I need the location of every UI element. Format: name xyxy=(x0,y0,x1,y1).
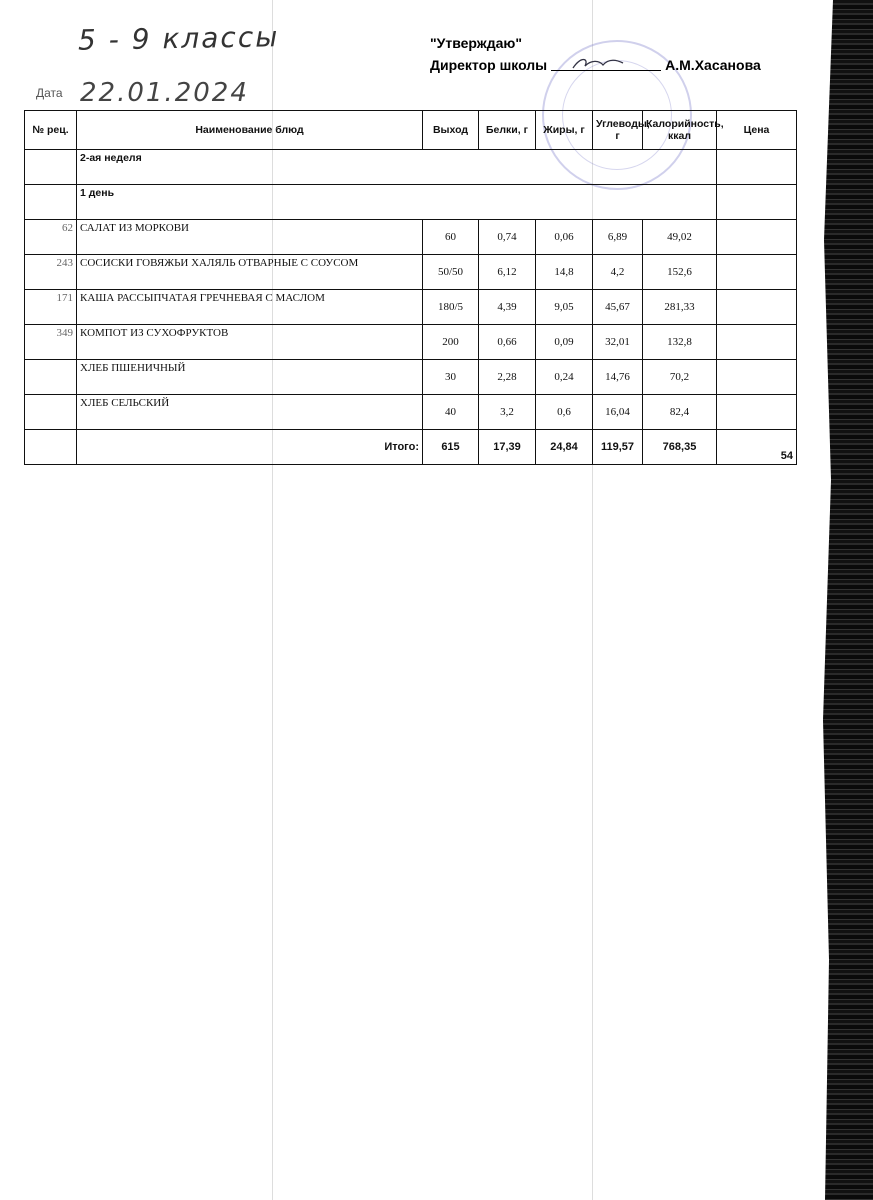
cell-fats: 14,8 xyxy=(536,255,593,290)
cell-calories: 49,02 xyxy=(643,220,717,255)
cell-proteins: 6,12 xyxy=(479,255,536,290)
cell-yield: 60 xyxy=(423,220,479,255)
table-row xyxy=(25,395,797,430)
director-line xyxy=(430,54,761,76)
cell-proteins: 0,66 xyxy=(479,325,536,360)
cell-recipe-no xyxy=(25,360,77,395)
table-row xyxy=(25,255,797,290)
header-price: Цена xyxy=(717,111,797,150)
cell-dish-name: ХЛЕБ СЕЛЬСКИЙ xyxy=(77,395,423,430)
cell-fats: 0,24 xyxy=(536,360,593,395)
menu-table xyxy=(24,110,797,465)
table-row xyxy=(25,325,797,360)
handwritten-date: 22.01.2024 xyxy=(80,78,249,108)
week-label: 2-ая неделя xyxy=(77,150,717,185)
cell-dish-name: КАША РАССЫПЧАТАЯ ГРЕЧНЕВАЯ С МАСЛОМ xyxy=(77,290,423,325)
cell-price xyxy=(717,360,797,395)
cell-carbs: 32,01 xyxy=(593,325,643,360)
cell-proteins: 2,28 xyxy=(479,360,536,395)
total-row xyxy=(25,430,797,465)
cell-calories: 82,4 xyxy=(643,395,717,430)
header-yield: Выход xyxy=(423,111,479,150)
cell-proteins: 3,2 xyxy=(479,395,536,430)
cell-recipe-no xyxy=(25,395,77,430)
director-label: Директор школы xyxy=(430,57,548,73)
cell-recipe-no: 171 xyxy=(25,290,77,325)
cell-price xyxy=(717,395,797,430)
cell-yield: 200 xyxy=(423,325,479,360)
cell-fats: 0,06 xyxy=(536,220,593,255)
cell-recipe-no: 349 xyxy=(25,325,77,360)
total-no-cell xyxy=(25,430,77,465)
header-row xyxy=(25,111,797,150)
date-label: Дата xyxy=(36,86,63,100)
header-carbs: Углеводы, г xyxy=(593,111,643,150)
cell-dish-name: САЛАТ ИЗ МОРКОВИ xyxy=(77,220,423,255)
cell-dish-name: СОСИСКИ ГОВЯЖЬИ ХАЛЯЛЬ ОТВАРНЫЕ С СОУСОМ xyxy=(77,255,423,290)
total-price: 54 xyxy=(717,430,797,465)
cell-carbs: 14,76 xyxy=(593,360,643,395)
cell-calories: 152,6 xyxy=(643,255,717,290)
cell-proteins: 4,39 xyxy=(479,290,536,325)
approval-title: "Утверждаю" xyxy=(430,35,522,51)
menu-rows xyxy=(25,220,797,430)
cell-yield: 30 xyxy=(423,360,479,395)
cell-yield: 180/5 xyxy=(423,290,479,325)
cell-carbs: 4,2 xyxy=(593,255,643,290)
header-dish-name: Наименование блюд xyxy=(77,111,423,150)
cell-dish-name: КОМПОТ ИЗ СУХОФРУКТОВ xyxy=(77,325,423,360)
total-carbs: 119,57 xyxy=(593,430,643,465)
handwritten-grades: 5 - 9 классы xyxy=(77,20,280,57)
cell-dish-name: ХЛЕБ ПШЕНИЧНЫЙ xyxy=(77,360,423,395)
week-no-cell xyxy=(25,150,77,185)
cell-price xyxy=(717,220,797,255)
signature-icon xyxy=(551,56,661,72)
total-proteins: 17,39 xyxy=(479,430,536,465)
cell-carbs: 6,89 xyxy=(593,220,643,255)
director-name: А.М.Хасанова xyxy=(665,57,761,73)
cell-fats: 0,6 xyxy=(536,395,593,430)
header-calories: Калорийность, ккал xyxy=(643,111,717,150)
cell-carbs: 16,04 xyxy=(593,395,643,430)
cell-yield: 40 xyxy=(423,395,479,430)
table-row xyxy=(25,290,797,325)
day-label: 1 день xyxy=(77,185,717,220)
header-fats: Жиры, г xyxy=(536,111,593,150)
week-row xyxy=(25,150,797,185)
cell-proteins: 0,74 xyxy=(479,220,536,255)
total-calories: 768,35 xyxy=(643,430,717,465)
total-yield: 615 xyxy=(423,430,479,465)
table-row xyxy=(25,220,797,255)
total-fats: 24,84 xyxy=(536,430,593,465)
cell-price xyxy=(717,290,797,325)
cell-calories: 132,8 xyxy=(643,325,717,360)
cell-fats: 9,05 xyxy=(536,290,593,325)
cell-calories: 281,33 xyxy=(643,290,717,325)
table-row xyxy=(25,360,797,395)
day-row xyxy=(25,185,797,220)
cell-fats: 0,09 xyxy=(536,325,593,360)
approval-block xyxy=(430,32,761,76)
cell-price xyxy=(717,255,797,290)
scan-dark-edge xyxy=(815,0,873,1200)
cell-calories: 70,2 xyxy=(643,360,717,395)
cell-yield: 50/50 xyxy=(423,255,479,290)
signature-line xyxy=(551,56,661,71)
week-price-cell xyxy=(717,150,797,185)
day-price-cell xyxy=(717,185,797,220)
cell-carbs: 45,67 xyxy=(593,290,643,325)
day-no-cell xyxy=(25,185,77,220)
cell-recipe-no: 62 xyxy=(25,220,77,255)
header-proteins: Белки, г xyxy=(479,111,536,150)
cell-recipe-no: 243 xyxy=(25,255,77,290)
cell-price xyxy=(717,325,797,360)
header-recipe-no: № рец. xyxy=(25,111,77,150)
total-label: Итого: xyxy=(77,430,423,465)
